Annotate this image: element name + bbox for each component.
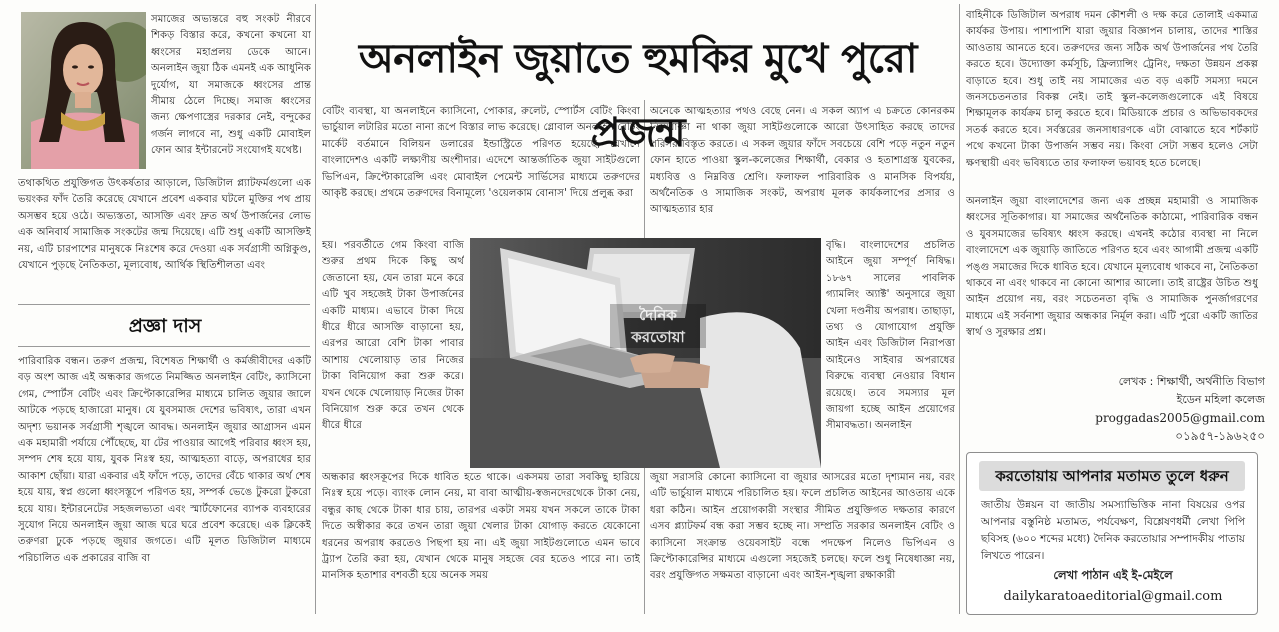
col4-conclusion-text: অনলাইন জুয়া বাংলাদেশের জন্য এক প্রচ্ছন্ন মহামারী ও সামাজিক ধ্বংসের সূতিকাগার। যা সমাজের অর্থনৈতিক কাঠামো, পারিবারিক বন্ধন ও যুবসমাজের ভবিষ্যৎ ধ্বংস করছে। এখনই কঠোর ব্যবস্থা না নিলে বাংলাদেশে এক জুয়াড়ি জাতিতে পরিণত হবে এবং আগামী প্রজন্ম একটি পঙ্গু সমাজের দিকে ধাবিত হবে। যেখানে মূল্যবোধ থাকবে না, নৈতিকতা থাকবে না এবং থাকবে না কোনো আশার আলো। তাই রাষ্ট্রের উচিত শুধু আইন প্রয়োগ নয়, বরং সচেতনতা বৃদ্ধি ও সামাজিক পুনর্জাগরণের মাধ্যমে এই সর্বনাশা জুয়ার অন্ধকার নির্মূল করা। এটি পুরো একটি জাতির স্বার্থ ও সুরক্ষার প্রশ্ন। (966, 196, 1258, 339)
box-title: করতোয়ায় আপনার মতামত তুলে ধরুন (979, 461, 1245, 491)
box-body: জাতীয় উন্নয়ন বা জাতীয় সমস্যাভিত্তিক নানা বিষয়ের ওপর আপনার বস্তুনিষ্ঠ মতামত, পর্যবেক্ষণ, বিশ্লেষণধর্মী লেখা পিপি ছবিসহ (৬০০ শব্দের মধ্যে) দৈনিক করতোয়ার সম্পাদকীয় পাতায় লিখতে পারেন। (981, 499, 1245, 562)
col2-bottom-text: অন্ধকার ধ্বংসকূপের দিকে ধাবিত হতে থাকে। একসময় তারা সবকিছু হারিয়ে নিঃস্ব হয়ে পড়ে। ব্যাংক লোন নেয়, মা বাবা আত্মীয়-স্বজনদেরথেকে টাকা নেয়, বন্ধুর কাছ থেকে টাকা ধার চায়, তারপর একটা সময় যখন সকলে তাকে টাকা দিতে অস্বীকার করে তখন তারা জুয়া খেলার টাকা যোগাড় করতে যেকোনো ধরনের অপরাধ করতেও পিছপা হয় না। এই জুয়া সাইটগুলোতে এমন ভাবে ট্র্যাপ তৈরি করা হয়, যেখান থেকে মানুষ সহজে বের হতেও পারে না। তাই মানসিক হতাশার বশবর্তী হয়ে অনেক সময় (322, 472, 640, 582)
col1-body-text: পারিবারিক বন্ধন। তরুণ প্রজন্ম, বিশেষত শিক্ষার্থী ও কর্মজীবীদের একটি বড় অংশ আজ এই অন্ধকার জগতে নিমজ্জিত অনলাইন বেটিং, ক্যাসিনো গেম, স্পোর্টস বেটিং এবং ক্রিপ্টোকারেন্সির মাধ্যমে চালিত জুয়ার জালে আটকে পড়ছে হাজারো মানুষ। যে যুবসমাজ দেশের ভবিষ্যৎ, তারা এখন অদৃশ্য ভয়ানক সর্বগ্রাসী শৃঙ্খলে আবদ্ধ। অনলাইন জুয়ার আগ্রাসন এমন এক মহামারী পর্যায়ে পৌঁছেছে, যা টের পাওয়ার আগেই পরিবার ধ্বংস হয়, সম্পদ শেষ হয়ে যায়, যুবক নিঃস্ব হয়, আত্মহত্যা বাড়ে, অপরাধের হার আকাশ ছোঁয়া। যারা একবার এই ফাঁদে পড়ে, তাদের বেঁচে থাকার অর্থ শেষ হয়ে যায়, স্বপ্ন গুলো ধ্বংসস্তূপে পরিণত হয়, সম্পর্ক ভেঙে টুকরো টুকরো হয়ে যায়। ইন্টারনেটের সহজলভ্যতা এবং স্মার্টফোনের ব্যাপক ব্যবহারের সুযোগ নিয়ে অনলাইন জুয়া আজ ঘরে ঘরে প্রবেশ করেছে। এক ক্লিকেই তরুণরা ঢুকে পড়ছে জুয়ার জগতে। এটি মূলত ডিজিটাল মাধ্যমে পরিচালিত এক প্রকারের বাজি বা (18, 356, 311, 564)
col1-mid-text: তথাকথিত প্রযুক্তিগত উৎকর্ষতার আড়ালে, ডিজিটাল প্ল্যাটফর্মগুলো এক ভয়ংকর ফাঁদ তৈরি করেছে যেখানে প্রবেশ একবার ঘটলে মুক্তির পথ প্রায় অসম্ভব হয়ে ওঠে। অভ্যস্ততা, আসক্তি এবং দ্রুত অর্থ উপার্জনের লোভ এক অনিবার্য সামাজিক সংকটের জন্ম দিয়েছে। এটি শুধু একটি আসক্তিই নয়, এটি চারপাশের মানুষকে নিঃশেষ করে দেওয়া এক সর্বগ্রাসী অগ্নিকুণ্ড, যেখানে পুড়ছে নৈতিকতা, মূল্যবোধ, আর্থিক স্থিতিশীলতা এবং (18, 178, 311, 272)
col2-left-text: হয়। পরবর্তীতে গেম কিংবা বাজি শুরুর প্রথম দিকে কিছু অর্থ জেতানো হয়, যেন তারা মনে করে এটি খুব সহজেই টাকা উপার্জনের একটি মাধ্যম। এভাবে টাকা দিয়ে ধীরে ধীরে আসক্তি বাড়ানো হয়, এরপর আরো বেশি টাকা পাবার আশায় খেলোয়াড় তার নিজের টাকা বিনিয়োগ করা শুরু করে। যখন থেকে খেলোয়াড় নিজের টাকা বিনিয়োগ শুরু করে তখন থেকে ধীরে ধীরে (322, 240, 464, 432)
opinion-submission-box (966, 452, 1258, 615)
byline-rule-top (18, 304, 310, 305)
author-info (1090, 373, 1265, 445)
column-divider (959, 4, 960, 614)
box-cta: লেখা পাঠান এই ই-মেইলে (1053, 568, 1173, 582)
col4-top-text: বাহিনীকে ডিজিটাল অপরাধ দমন কৌশলী ও দক্ষ করে তোলাই একমাত্র কার্যকর উপায়। পাশাপাশি যারা জুয়ার বিজ্ঞাপন চালায়, তাদের শাস্তির আওতায় আনতে হবে। তরুণদের জন্য সঠিক অর্থ উপার্জনের পথ তৈরি করতে হবে। উদ্যোক্তা কর্মসূচি, ফ্রিল্যান্সিং ট্রেনিং, দক্ষতা উন্নয়ন প্রকল্প বাড়াতে হবে। শুধু তাই নয় সামাজের এত বড় একটি সমস্যা দমনে জনসচেতনতার বিকল্প নেই। তাই স্কুল-কলেজগুলোকে এই বিষয়ে শিক্ষামূলক কার্যক্রম চালু করতে হবে। মিডিয়াকে প্রচার ও অভিভাবকদের সতর্ক করতে হবে। সর্বস্তরের জনসাধারণকে এটা বোঝাতে হবে শর্টকাট পথে কখনো টাকা উপার্জন সম্ভব নয়। কিংবা সেটা সম্ভব হলেও সেটা ক্ষণস্থায়ী এবং ভবিষ্যতে তার ফলাফল ভয়াবহ হতে চলেছে। (966, 10, 1258, 169)
photo-watermark: দৈনিক করতোয়া (610, 304, 706, 348)
col3-right-text: বৃদ্ধি। বাংলাদেশের প্রচলিত আইনে জুয়া সম্পূর্ণ নিষিদ্ধ। ১৮৬৭ সালের পাবলিক গ্যামলিং অ্যাক্ট' অনুসারে জুয়া খেলা দণ্ডনীয় অপরাধ। তাছাড়া, তথ্য ও যোগাযোগ প্রযুক্তি আইন এবং ডিজিটাল নিরাপত্তা আইনেও সাইবার অপরাধের বিরুদ্ধে ব্যবস্থা নেওয়ার বিধান রয়েছে। তবে সমস্যার মূল জায়গা হচ্ছে আইন প্রয়োগের সীমাবদ্ধতা। অনলাইন (826, 240, 955, 432)
author-role: লেখক : শিক্ষার্থী, অর্থনীতি বিভাগ (1118, 375, 1265, 388)
author-institution: ইডেন মহিলা কলেজ (1176, 393, 1265, 406)
col1-intro-text: সমাজের অভ্যন্তরে বহু সংকট নীরবে শিকড় বিস্তার করে, কখনো কখনো যা ধ্বংসের মহাপ্রলয় ডেকে আনে। অনলাইন জুয়া ঠিক এমনই এক আধুনিক দুর্যোগ, যা সমাজকে ধ্বংসের প্রান্ত সীমায় ঠেলে দিচ্ছে। সমাজ ধ্বংসের জন্য ক্ষেপণাস্ত্রের দরকার নেই, বন্দুকের গর্জন লাগবে না, শুধু একটি মোবাইল ফোন আর ইন্টারনেট সংযোগই যথেষ্ট। (151, 14, 311, 157)
col3-top-text: অনেকে আত্মহত্যার পথও বেছে নেন। এ সকল অ্যাপ এ চক্রতে কোনরকম নিষেধাজ্ঞা না থাকা জুয়া সাইটগুলোকে আরো উৎসাহিত করছে তাদের পরিসর বিস্তৃত করতে। এ সকল জুয়ার ফাঁদে সবচেয়ে বেশি পড়ে নতুন নতুন ফোন হাতে পাওয়া স্কুল-কলেজের শিক্ষার্থী, বেকার ও হতাশাগ্রস্ত যুবকের, মধ্যবিত্ত ও নিম্নবিত্ত শ্রেণি। ফলাফল পারিবারিক ও মানসিক বিপর্যয়, অর্থনৈতিক ও সামাজিক সংকট, অপরাধ মূলক কার্যকলাপের প্রসার ও আত্মহত্যার হার (650, 106, 955, 216)
editorial-email-link[interactable]: dailykaratoaeditorial@gmail.com (1003, 589, 1223, 604)
author-phone: ০১৯৫৭-১৯৬২৫০ (1175, 429, 1265, 443)
author-email[interactable]: proggadas2005@gmail.com (1095, 411, 1265, 425)
byline-rule-bottom (18, 346, 310, 347)
author-portrait (21, 12, 146, 169)
author-byline: প্রজ্ঞা দাস (128, 315, 202, 337)
article-photo (470, 238, 821, 468)
column-divider (315, 4, 316, 614)
article-headline: অনলাইন জুয়াতে হুমকির মুখে পুরো প্রজন্ম (359, 35, 917, 156)
col2-top-text: বেটিং ব্যবস্থা, যা অনলাইনে ক্যাসিনো, পোকার, রুলেট, স্পোর্টস বেটিং কিংবা ভার্চুয়াল লটারির মতো নানা রূপে বিস্তার লাভ করেছে। গ্লোবাল অনলাইন বেটিং মার্কেট বর্তমানে বিলিয়ন ডলারের ইন্ডাস্ট্রিতে পরিণত হয়েছে, যেখানে বাংলাদেশও একটি লক্ষ্যণীয় অংশীদার। এদেশে আন্তর্জাতিক জুয়া সাইটগুলো ভিপিএন, ক্রিপ্টোকারেন্সি এবং মোবাইল পেমেন্ট সার্ভিসের মাধ্যমে তরুণদের আকৃষ্ট করছে। প্রথমে তরুণদের বিনামূল্যে 'ওয়েলকাম বোনাস' দিয়ে প্রলুব্ধ করা (322, 106, 640, 200)
col3-bottom-text: জুয়া সরাসরি কোনো ক্যাসিনো বা জুয়ার আসরের মতো দৃশ্যমান নয়, বরং এটি ভার্চুয়াল মাধ্যমে পরিচালিত হয়। ফলে প্রচলিত আইনের আওতায় একে ধরা কঠিন। আইন প্রয়োগকারী সংস্থার সীমিত প্রযুক্তিগত দক্ষতার কারণে এসব প্ল্যাটফর্ম বন্ধ করা সম্ভব হচ্ছে না। সম্প্রতি সরকার অনলাইন বেটিং ও ক্যাসিনো সংক্রান্ত ওয়েবসাইট বন্ধে পদক্ষেপ নিলেও ভিপিএন ও ক্রিপ্টোকারেন্সির মাধ্যমে এগুলো সহজেই চলছে। ফলে শুধু নিষেধাজ্ঞা নয়, বরং প্রযুক্তিগত সক্ষমতা বাড়ানো এবং আইন-শৃঙ্খলা রক্ষাকারী (650, 472, 955, 582)
